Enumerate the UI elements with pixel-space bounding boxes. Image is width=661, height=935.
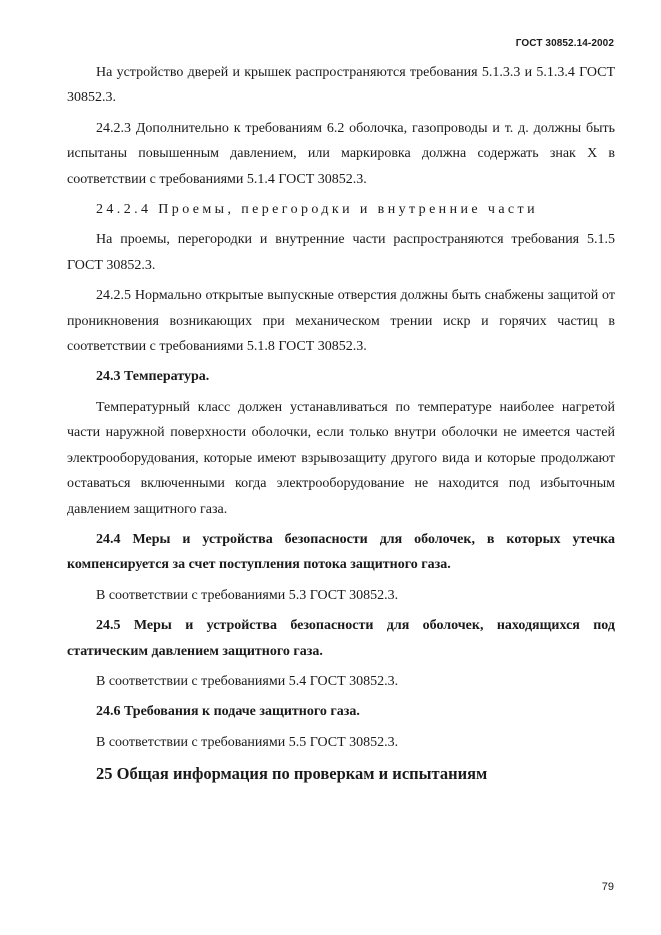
section-heading-25: 25 Общая информация по проверкам и испытаниям — [96, 764, 488, 784]
document-id-header: ГОСТ 30852.14-2002 — [515, 38, 614, 49]
paragraph-24-2-5: 24.2.5 Нормально открытые выпускные отверстия должны быть снабжены защитой от проникновения возникающих при механическом трении искр и горячих частиц в соответствии с требованиями 5.1.8 ГОСТ 30852.3. — [67, 288, 615, 355]
paragraph-temperature: Температурный класс должен устанавливаться по температуре наиболее нагретой части наружной поверхности оболочки, если только внутри оболочки не имеется частей электрооборудования, которые имеют взрывозащиту другого вида и которые продолжают оставаться включенными когда электрооборудование не находится под избыточным давлением защитного газа. — [67, 399, 615, 517]
paragraph-24-4-reference: В соответствии с требованиями 5.3 ГОСТ 30852.3. — [96, 587, 399, 603]
paragraph-24-5-reference: В соответствии с требованиями 5.4 ГОСТ 30852.3. — [96, 673, 399, 689]
paragraph-doors-covers: На устройство дверей и крышек распространяются требования 5.1.3.3 и 5.1.3.4 ГОСТ 30852.3. — [67, 65, 615, 106]
paragraph-24-6-reference: В соответствии с требованиями 5.5 ГОСТ 30852.3. — [96, 734, 399, 750]
page-body — [67, 60, 615, 788]
heading-24-4: 24.4 Меры и устройства безопасности для оболочек, в которых утечка компенсируется за счет поступления потока защитного газа. — [67, 531, 615, 573]
heading-24-2-4: 24.2.4 Проемы, перегородки и внутренние части — [96, 202, 538, 218]
heading-24-5: 24.5 Меры и устройства безопасности для оболочек, находящихся под статическим давлением защитного газа. — [67, 618, 615, 659]
page-number: 79 — [601, 881, 614, 893]
paragraph-24-2-3: 24.2.3 Дополнительно к требованиям 6.2 оболочка, газопроводы и т. д. должны быть испытаны повышенным давлением, или маркировка должна содержать знак X в соответствии с требованиями 5.1.4 ГОСТ 30852.3. — [67, 120, 615, 187]
paragraph-openings: На проемы, перегородки и внутренние части распространяются требования 5.1.5 ГОСТ 30852.3. — [67, 232, 615, 273]
heading-24-6: 24.6 Требования к подаче защитного газа. — [96, 704, 360, 720]
heading-24-3: 24.3 Температура. — [96, 369, 210, 385]
